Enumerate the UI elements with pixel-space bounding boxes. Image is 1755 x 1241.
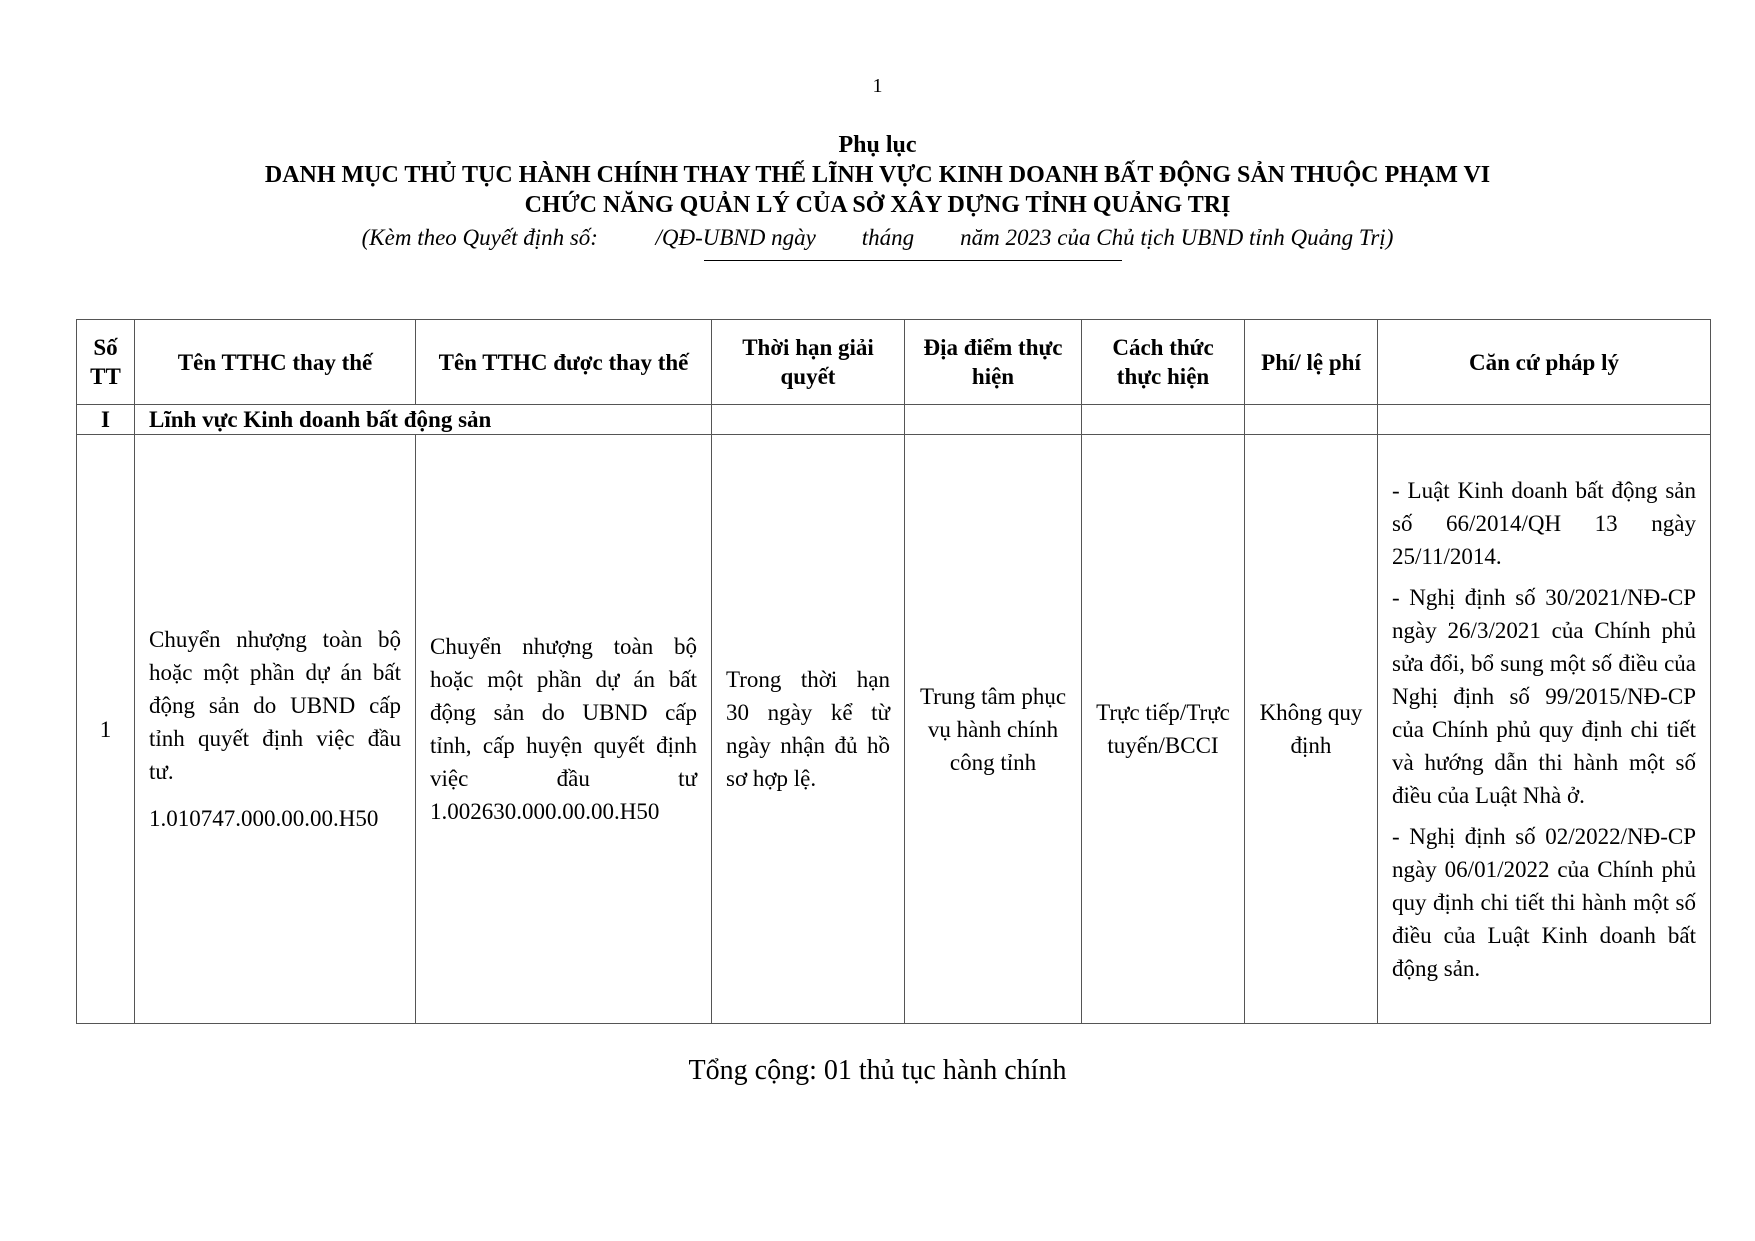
fee-cell: Không quy định — [1245, 435, 1378, 1024]
title-line-2: DANH MỤC THỦ TỤC HÀNH CHÍNH THAY THẾ LĨNH VỰC KINH DOANH BẤT ĐỘNG SẢN THUỘC PHẠM VI — [264, 162, 1491, 188]
header-deadline: Thời hạn giải quyết — [712, 320, 905, 405]
section-empty-cell — [1082, 405, 1245, 435]
section-label: Lĩnh vực Kinh doanh bất động sản — [135, 405, 712, 435]
section-empty-cell — [905, 405, 1082, 435]
header-fee: Phí/ lệ phí — [1245, 320, 1378, 405]
header-location: Địa điểm thực hiện — [905, 320, 1082, 405]
section-empty-cell — [712, 405, 905, 435]
title-line-1: Phụ lục — [838, 132, 917, 158]
document-title — [0, 130, 1755, 220]
title-line-3: CHỨC NĂNG QUẢN LÝ CỦA SỞ XÂY DỰNG TỈNH QUẢNG TRỊ — [524, 192, 1231, 218]
table-row — [77, 435, 1711, 1024]
total-summary: Tổng cộng: 01 thủ tục hành chính — [688, 1055, 1067, 1086]
row-number: 1 — [77, 435, 135, 1024]
section-empty-cell — [1245, 405, 1378, 435]
section-row — [77, 405, 1711, 435]
caption-underline — [704, 260, 1122, 261]
location-cell: Trung tâm phục vụ hành chính công tỉnh — [905, 435, 1082, 1024]
header-replacement-name: Tên TTHC thay thế — [135, 320, 416, 405]
deadline-cell: Trong thời hạn 30 ngày kể từ ngày nhận đủ hồ sơ hợp lệ. — [712, 435, 905, 1024]
method-cell: Trực tiếp/Trực tuyến/BCCI — [1082, 435, 1245, 1024]
section-empty-cell — [1378, 405, 1711, 435]
header-method: Cách thức thực hiện — [1082, 320, 1245, 405]
table-header-row — [77, 320, 1711, 405]
header-legal-basis: Căn cứ pháp lý — [1378, 320, 1711, 405]
page-number: 1 — [872, 75, 883, 97]
replaced-procedure-cell: Chuyển nhượng toàn bộ hoặc một phần dự án bất động sản do UBND cấp tỉnh, cấp huyện quyết định việc đầu tư 1.002630.000.00.00.H50 — [416, 435, 712, 1024]
header-stt: Số TT — [77, 320, 135, 405]
section-number: I — [77, 405, 135, 435]
legal-basis-item: - Luật Kinh doanh bất động sản số 66/2014/QH 13 ngày 25/11/2014. — [1392, 477, 1696, 569]
replacement-procedure-name: Chuyển nhượng toàn bộ hoặc một phần dự án bất động sản do UBND cấp tỉnh quyết định việc đầu tư. — [149, 627, 401, 784]
header-replaced-name: Tên TTHC được thay thế — [416, 320, 712, 405]
legal-basis-item: - Nghị định số 30/2021/NĐ-CP ngày 26/3/2021 của Chính phủ sửa đổi, bổ sung một số điều của Nghị định số 99/2015/NĐ-CP của Chính phủ quy định chi tiết và hướng dẫn thi hành một số điều của Luật Nhà ở. — [1392, 584, 1696, 808]
replacement-procedure-code: 1.010747.000.00.00.H50 — [149, 806, 379, 831]
legal-basis-cell — [1378, 435, 1711, 1024]
decision-caption: (Kèm theo Quyết định số: /QĐ-UBND ngày tháng năm 2023 của Chủ tịch UBND tỉnh Quảng Trị) — [361, 225, 1394, 250]
replacement-procedure-cell — [135, 435, 416, 1024]
procedure-table — [76, 319, 1711, 1024]
legal-basis-item: - Nghị định số 02/2022/NĐ-CP ngày 06/01/2022 của Chính phủ quy định chi tiết thi hành một số điều của Luật Kinh doanh bất động sản. — [1392, 823, 1696, 981]
